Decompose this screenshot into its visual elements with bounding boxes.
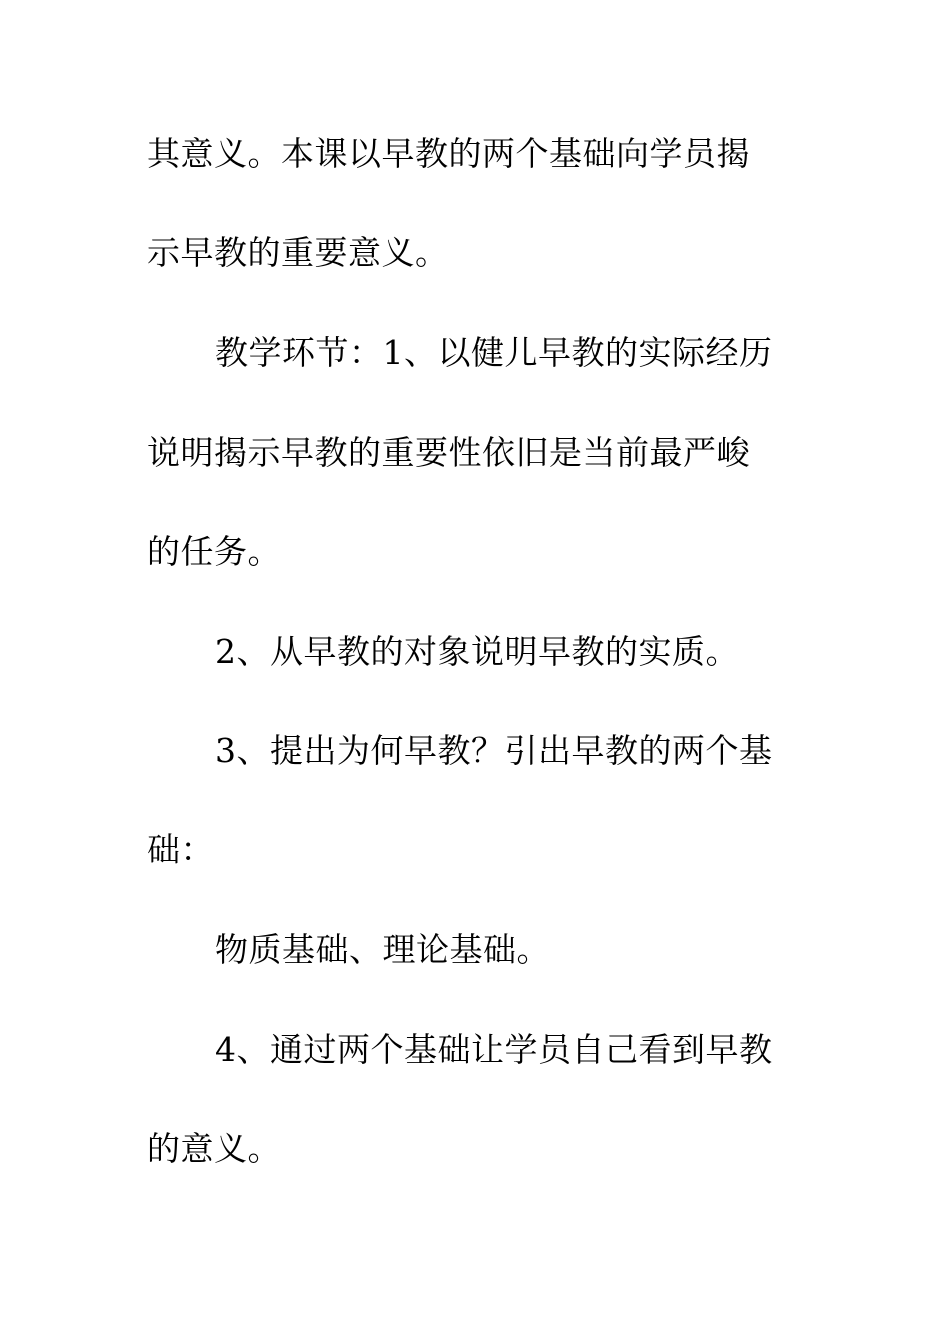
text-line-1: 其意义。本课以早教的两个基础向学员揭 [147,134,750,173]
text-line-5: 的任务。 [147,532,281,571]
text-line-4: 说明揭示早教的重要性依旧是当前最严峻 [147,433,750,472]
text-line-10: 4、通过两个基础让学员自己看到早教 [215,1030,773,1069]
text-line-11: 的意义。 [147,1129,281,1168]
text-line-9: 物质基础、理论基础。 [215,930,550,969]
text-line-6: 2、从早教的对象说明早教的实质。 [215,632,739,671]
text-line-2: 示早教的重要意义。 [147,233,449,272]
text-line-8: 础： [147,830,214,869]
text-line-3: 教学环节：1、以健儿早教的实际经历 [215,333,773,372]
text-line-7: 3、提出为何早教？引出早教的两个基 [215,731,773,770]
